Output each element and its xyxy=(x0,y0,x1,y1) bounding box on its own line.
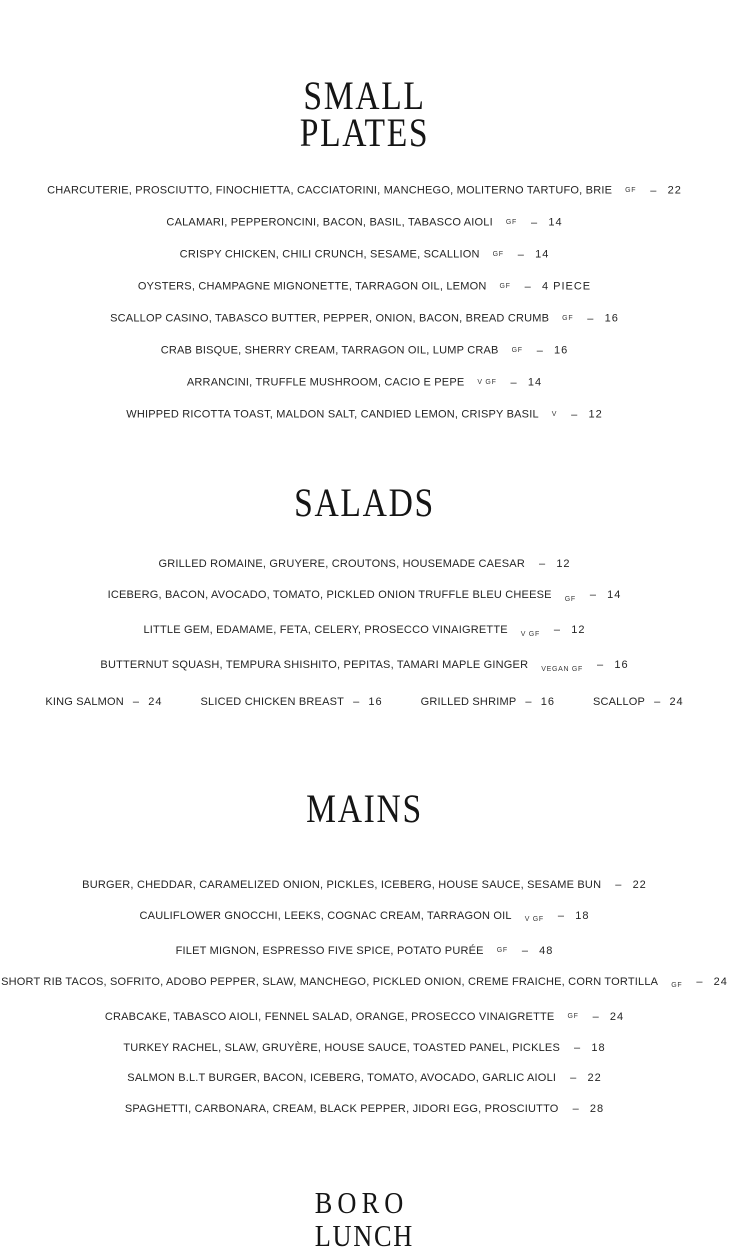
menu-item-price: 22 xyxy=(587,1072,602,1085)
price-dash: – xyxy=(570,1072,577,1085)
dietary-tag: GF xyxy=(564,595,576,603)
price-dash: – xyxy=(510,376,517,389)
price-dash: – xyxy=(615,879,622,892)
brand-line-2: LUNCH xyxy=(314,1218,415,1253)
addon-price: 24 xyxy=(669,696,684,709)
menu-item-price: 4 PIECE xyxy=(541,280,592,293)
menu-item-row xyxy=(0,936,729,967)
menu-item-price: 18 xyxy=(575,909,590,922)
menu-item-text: GRILLED ROMAINE, GRUYERE, CROUTONS, HOUSEMADE CAESAR xyxy=(158,557,525,570)
menu-item-price: 28 xyxy=(589,1102,605,1115)
dietary-tag: VEGAN GF xyxy=(541,665,584,673)
small-plates-section-header xyxy=(0,73,729,156)
dietary-tag: GF xyxy=(505,219,517,227)
price-dash: – xyxy=(571,408,578,421)
dietary-tag: GF xyxy=(496,947,508,955)
menu-item-price: 12 xyxy=(588,408,603,421)
brand-logo-text xyxy=(315,1186,414,1252)
dietary-tag: V GF xyxy=(520,630,540,638)
menu-item-row xyxy=(0,303,729,335)
salads-section-header xyxy=(0,479,729,527)
small-plates-title-line-2: PLATES xyxy=(299,110,430,156)
dietary-tag: V GF xyxy=(477,379,497,387)
menu-item-text: TURKEY RACHEL, SLAW, GRUYÈRE, HOUSE SAUCE, TOASTED PANEL, PICKLES xyxy=(123,1041,561,1054)
menu-item-row xyxy=(0,1033,729,1064)
menu-item-price: 14 xyxy=(535,248,550,261)
menu-item-text: SCALLOP CASINO, TABASCO BUTTER, PEPPER, ONION, BACON, BREAD CRUMB xyxy=(110,312,550,325)
menu-item-text: CRAB BISQUE, SHERRY CREAM, TARRAGON OIL, LUMP CRAB xyxy=(160,344,499,357)
price-dash: – xyxy=(531,216,538,229)
salads-title xyxy=(58,479,670,527)
salads-items xyxy=(0,549,729,686)
addon-item xyxy=(421,687,555,719)
dietary-tag: GF xyxy=(511,347,523,355)
menu-item-price: 14 xyxy=(527,376,543,389)
menu-item-text: ICEBERG, BACON, AVOCADO, TOMATO, PICKLED ONION TRUFFLE BLEU CHEESE xyxy=(107,589,552,602)
addon-name: KING SALMON xyxy=(45,696,124,709)
mains-title-line-1: MAINS xyxy=(306,785,423,831)
price-dash: – xyxy=(587,312,594,325)
menu-item-text: OYSTERS, CHAMPAGNE MIGNONETTE, TARRAGON OIL, LEMON xyxy=(137,280,487,293)
menu-item-price: 16 xyxy=(554,344,569,357)
menu-item-row xyxy=(0,901,729,936)
price-dash: – xyxy=(536,344,544,357)
menu-item-text: CRISPY CHICKEN, CHILI CRUNCH, SESAME, SCALLION xyxy=(179,248,480,261)
small-plates-items xyxy=(0,175,729,431)
menu-item-row xyxy=(0,1002,729,1033)
mains-section-header xyxy=(0,785,729,833)
salad-addons-row xyxy=(0,687,729,719)
menu-item-text: ARRANCINI, TRUFFLE MUSHROOM, CACIO E PEPE xyxy=(186,376,465,389)
menu-item-price: 16 xyxy=(614,659,629,672)
price-dash: – xyxy=(517,248,525,261)
addon-name: SLICED CHICKEN BREAST xyxy=(200,696,345,709)
price-dash: – xyxy=(589,589,597,602)
addon-price: 16 xyxy=(368,696,383,709)
price-dash: – xyxy=(132,696,140,709)
menu-item-price: 22 xyxy=(632,879,647,892)
menu-item-price: 18 xyxy=(591,1041,606,1054)
menu-item-text: SPAGHETTI, CARBONARA, CREAM, BLACK PEPPER, JIDORI EGG, PROSCIUTTO xyxy=(124,1102,559,1115)
dietary-tag: GF xyxy=(671,982,683,990)
price-dash: – xyxy=(592,1010,599,1023)
menu-item-text: LITTLE GEM, EDAMAME, FETA, CELERY, PROSECCO VINAIGRETTE xyxy=(143,624,508,637)
addon-price: 24 xyxy=(148,696,163,709)
price-dash: – xyxy=(597,659,604,672)
menu-item-row xyxy=(0,271,729,303)
dietary-tag: GF xyxy=(499,283,511,291)
menu-item-row xyxy=(0,870,729,901)
addon-item xyxy=(593,687,684,719)
menu-item-text: BURGER, CHEDDAR, CARAMELIZED ONION, PICKLES, ICEBERG, HOUSE SAUCE, SESAME BUN xyxy=(82,879,602,892)
addon-price: 16 xyxy=(540,696,555,709)
menu-item-row xyxy=(0,239,729,271)
small-plates-title xyxy=(58,73,670,156)
menu-item-price: 24 xyxy=(713,975,728,988)
menu-item-text: CHARCUTERIE, PROSCIUTTO, FINOCHIETTA, CACCIATORINI, MANCHEGO, MOLITERNO TARTUFO, BRIE xyxy=(47,184,613,197)
menu-item-text: CAULIFLOWER GNOCCHI, LEEKS, COGNAC CREAM, TARRAGON OIL xyxy=(139,909,512,922)
salads-title-line-1: SALADS xyxy=(294,480,435,526)
menu-item-row xyxy=(0,399,729,431)
menu-item-text: FILET MIGNON, ESPRESSO FIVE SPICE, POTATO PURÉE xyxy=(175,944,484,957)
menu-item-text: SALMON B.L.T BURGER, BACON, ICEBERG, TOMATO, AVOCADO, GARLIC AIOLI xyxy=(127,1072,557,1085)
menu-item-row xyxy=(0,615,729,650)
menu-item-row xyxy=(0,549,729,581)
menu-item-row xyxy=(0,367,729,399)
price-dash: – xyxy=(696,975,703,988)
price-dash: – xyxy=(654,696,661,709)
price-dash: – xyxy=(524,280,531,293)
menu-item-price: 14 xyxy=(548,216,563,229)
price-dash: – xyxy=(353,696,360,709)
menu-item-row xyxy=(0,650,729,685)
dietary-tag: GF xyxy=(562,315,574,323)
menu-item-row xyxy=(0,335,729,367)
dietary-tag: GF xyxy=(567,1013,579,1021)
menu-item-price: 48 xyxy=(539,944,554,957)
menu-item-row xyxy=(0,175,729,207)
menu-item-row xyxy=(0,1094,729,1125)
menu-item-price: 22 xyxy=(667,184,682,197)
menu-item-text: SHORT RIB TACOS, SOFRITO, ADOBO PEPPER, SLAW, MANCHEGO, PICKLED ONION, CREME FRAICHE, CORN TORTILLA xyxy=(1,975,659,988)
menu-item-row xyxy=(0,967,729,1002)
addon-item xyxy=(45,687,162,719)
price-dash: – xyxy=(538,557,546,570)
small-plates-title-line-1: SMALL xyxy=(303,73,426,119)
menu-item-text: CALAMARI, PEPPERONCINI, BACON, BASIL, TABASCO AIOLI xyxy=(166,216,493,229)
addon-item xyxy=(201,687,383,719)
mains-items xyxy=(0,870,729,1124)
menu-item-price: 14 xyxy=(607,589,622,602)
price-dash: – xyxy=(574,1041,581,1054)
dietary-tag: GF xyxy=(625,187,637,195)
price-dash: – xyxy=(557,909,565,922)
menu-item-price: 24 xyxy=(609,1010,625,1023)
price-dash: – xyxy=(521,944,529,957)
addon-name: GRILLED SHRIMP xyxy=(420,696,517,709)
dietary-tag: GF xyxy=(492,251,504,259)
menu-item-text: BUTTERNUT SQUASH, TEMPURA SHISHITO, PEPITAS, TAMARI MAPLE GINGER xyxy=(100,659,529,672)
menu-item-price: 12 xyxy=(571,624,586,637)
mains-items-spacer xyxy=(0,854,729,870)
menu-item-row xyxy=(0,207,729,239)
brand-line-1: BORO xyxy=(314,1185,409,1221)
menu-item-text: WHIPPED RICOTTA TOAST, MALDON SALT, CANDIED LEMON, CRISPY BASIL xyxy=(126,408,539,421)
price-dash: – xyxy=(572,1102,579,1115)
dietary-tag: V GF xyxy=(524,916,544,924)
price-dash: – xyxy=(553,624,561,637)
addon-name: SCALLOP xyxy=(592,696,646,709)
dietary-tag: V xyxy=(551,411,558,419)
menu-item-row xyxy=(0,1063,729,1094)
menu-item-text: CRABCAKE, TABASCO AIOLI, FENNEL SALAD, ORANGE, PROSECCO VINAIGRETTE xyxy=(104,1010,555,1023)
menu-item-row xyxy=(0,580,729,615)
mains-title xyxy=(58,785,670,833)
menu-item-price: 16 xyxy=(604,312,619,325)
menu-item-price: 12 xyxy=(556,557,571,570)
price-dash: – xyxy=(650,184,657,197)
price-dash: – xyxy=(525,696,532,709)
